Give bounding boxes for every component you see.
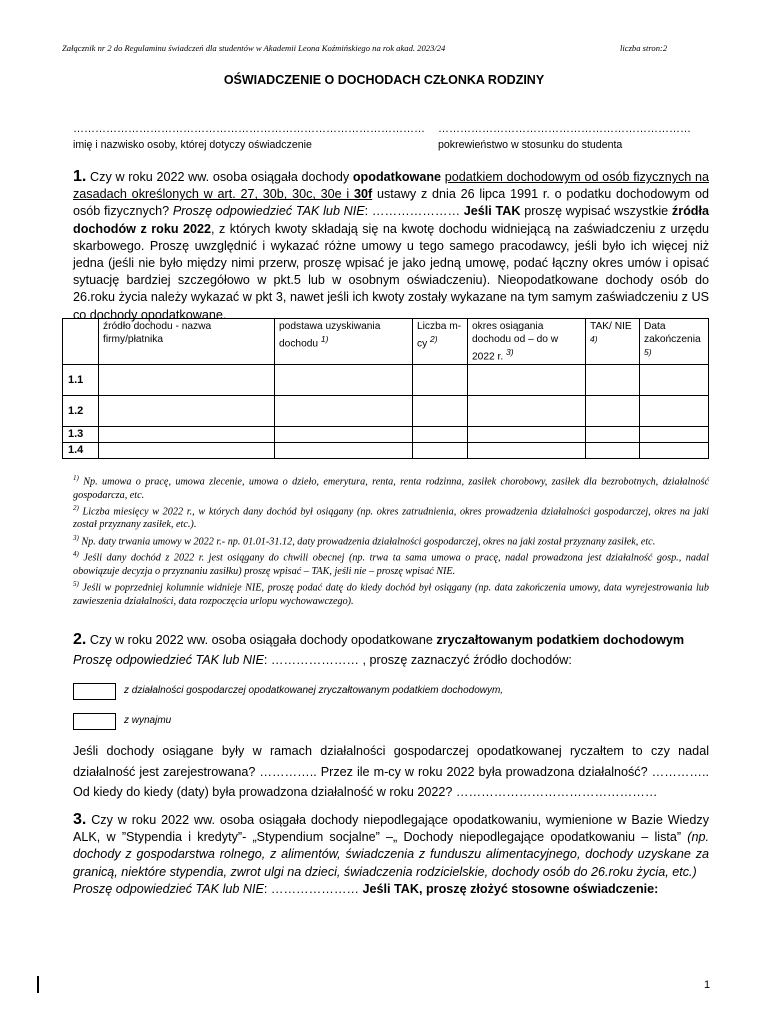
question-1-number: 1. <box>73 168 87 185</box>
table-row <box>63 365 709 396</box>
question-2-followup: Jeśli dochody osiągane były w ramach działalności gospodarczej opodatkowanej ryczałtem to czy nadal działalność jest zarejestrowana? ………….. Przez ile m-cy w roku 2022 była prowadzona działalność? ………….. Od kiedy do kiedy (daty) była prowadzona działalność w roku 2022? ………………………………………… <box>73 744 709 799</box>
footnote: $^{2)}$ Liczba miesięcy w 2022 r., w których dany dochód był osiągany (np. okres zatrudnienia, okres prowadzenia działalności gospodarczej, okres na jaki został przyznany zasiłek, etc.). <box>73 503 709 531</box>
relation-field-label: pokrewieństwo w stosunku do studenta <box>438 139 623 151</box>
table-header-cell: Liczba m-cy $^{2)}$ <box>413 319 468 365</box>
table-header-cell: źródło dochodu - nazwa firmy/płatnika <box>99 319 275 365</box>
table-cell[interactable] <box>640 443 709 459</box>
table-cell[interactable] <box>640 427 709 443</box>
business-lump-sum-checkbox[interactable] <box>73 683 116 700</box>
footnote: $^{3)}$ Np. daty trwania umowy w 2022 r.- np. 01.01-31.12, daty prowadzenia działalności gospodarczej, okres na jaki został przyznany zasiłek, etc. <box>73 533 656 547</box>
question-3-number: 3. <box>73 811 87 828</box>
table-cell[interactable] <box>275 427 413 443</box>
table-header-cell: TAK/ NIE $^{4)}$ <box>586 319 640 365</box>
table-cell[interactable] <box>413 427 468 443</box>
table-cell[interactable] <box>468 427 586 443</box>
relation-field[interactable]: …………………………………………………………… <box>438 123 691 135</box>
document-title: OŚWIADCZENIE O DOCHODACH CZŁONKA RODZINY <box>223 73 545 87</box>
table-cell[interactable] <box>413 365 468 396</box>
question-3: 3. Czy w roku 2022 ww. osoba osiągała dochody niepodlegające opodatkowaniu, wymienione w Bazie Wiedzy ALK, w ”Stypendia i kredyty”- „Stypendium socjalne” –„ Dochody niepodlegające opodatkowaniu – lista” (np. dochody z gospodarstwa rolnego, z alimentów, świadczenia z funduszu alimentacyjnego, dochody uzyskane za granicą, niektóre stypendia, zwrot ulgi na dzieci, świadczenia rodzicielskie, dochody osób do 26.roku życia, etc.) Proszę odpowiedzieć TAK lub NIE: ………………… Jeśli TAK, proszę złożyć stosowne oświadczenie: <box>73 811 709 896</box>
row-label: 1.2 <box>63 396 99 427</box>
table-row <box>63 427 709 443</box>
table-cell[interactable] <box>99 365 275 396</box>
page-number: 1 <box>704 979 711 991</box>
row-label: 1.4 <box>63 443 99 459</box>
attachment-header: Załącznik nr 2 do Regulaminu świadczeń dla studentów w Akademii Leona Koźmińskiego na rok akad. 2023/24 <box>62 43 446 53</box>
text-cursor-mark <box>37 976 39 993</box>
table-cell[interactable] <box>99 427 275 443</box>
rental-label: z wynajmu <box>124 715 172 726</box>
row-label: 1.3 <box>63 427 99 443</box>
table-cell[interactable] <box>586 396 640 427</box>
footnotes <box>73 472 709 608</box>
rental-checkbox[interactable] <box>73 713 116 730</box>
business-lump-sum-label: z działalności gospodarczej opodatkowanej zryczałtowanym podatkiem dochodowym, <box>124 685 504 696</box>
question-2: 2. Czy w roku 2022 ww. osoba osiągała dochody opodatkowane zryczałtowanym podatkiem dochodowym Proszę odpowiedzieć TAK lub NIE: ………………… , proszę zaznaczyć źródło dochodów: <box>73 631 685 667</box>
footnote: $^{4)}$ Jeśli dany dochód z 2022 r. jest osiągany do chwili obecnej (np. trwa ta sama umowa o pracę, nadal prowadzona jest działalność gosp., nadal obowiązuje decyzja o przyznaniu zasiłku) proszę wpisać – TAK, jeśli nie – proszę wpisać NIE. <box>73 550 709 577</box>
table-cell[interactable] <box>275 396 413 427</box>
row-label: 1.1 <box>63 365 99 396</box>
table-cell[interactable] <box>640 365 709 396</box>
income-sources-table <box>62 318 709 459</box>
table-cell[interactable] <box>586 365 640 396</box>
name-field-label: imię i nazwisko osoby, której dotyczy oświadczenie <box>73 139 312 151</box>
name-field[interactable]: …………………………………………………………………………………… <box>73 123 425 135</box>
table-row <box>63 443 709 459</box>
question-1: 1. Czy w roku 2022 ww. osoba osiągała dochody opodatkowane podatkiem dochodowym od osób fizycznych na zasadach określonych w art. 27, 30b, 30c, 30e i 30f ustawy z dnia 26 lipca 1991 r. o podatku dochodowym od osób fizycznych? Proszę odpowiedzieć TAK lub NIE: ………………… Jeśli TAK proszę wypisać wszystkie źródła dochodów z roku 2022, z których kwoty składają się na kwotę dochodu widniejącą na zaświadczeniu z urzędu skarbowego. Proszę uwzględnić i wykazać różne umowy u tego samego pracodawcy, jeśli było ich więcej niż jedna (jeśli nie było między nimi przerw, proszę wpisać je jako jedną umowę, podać łączny okres umów i opisać sytuację bardziej szczegółowo w pkt.5 lub w osobnym oświadczeniu). Nieopodatkowane dochody osób do 26.roku życia należy wykazać w pkt 3, nawet jeśli ich kwoty zostały wykazane na tym samym zaświadczeniu z US co dochody opodatkowane. <box>73 168 710 322</box>
table-cell[interactable] <box>99 396 275 427</box>
table-header-cell <box>63 319 99 365</box>
table-cell[interactable] <box>275 443 413 459</box>
table-header-row <box>63 319 709 365</box>
table-cell[interactable] <box>275 365 413 396</box>
table-header-cell: podstawa uzyskiwania dochodu $^{1)}$ <box>275 319 413 365</box>
table-row <box>63 396 709 427</box>
table-cell[interactable] <box>413 443 468 459</box>
footnote: $^{1)}$ Np. umowa o pracę, umowa zlecenie, umowa o dzieło, emerytura, renta, renta rodzinna, zasiłek chorobowy, zasiłek dla bezrobotnych, działalność gospodarcza, etc. <box>73 474 709 501</box>
table-cell[interactable] <box>468 396 586 427</box>
table-cell[interactable] <box>586 443 640 459</box>
table-cell[interactable] <box>468 365 586 396</box>
footnote: $^{5)}$ Jeśli w poprzedniej kolumnie widnieje NIE, proszę podać datę do kiedy dochód był osiągany (np. data zakończenia umowy, data wyrejestrowania lub zawieszenia działalności, data rozpoczęcia urlopu wychowawczego). <box>73 579 709 607</box>
question-2-number: 2. <box>73 631 87 648</box>
table-cell[interactable] <box>586 427 640 443</box>
table-cell[interactable] <box>99 443 275 459</box>
page-count-header: liczba stron:2 <box>620 43 668 53</box>
table-cell[interactable] <box>468 443 586 459</box>
table-cell[interactable] <box>640 396 709 427</box>
table-header-cell: Data zakończenia $^{5)}$ <box>640 319 709 365</box>
table-cell[interactable] <box>413 396 468 427</box>
table-header-cell: okres osiągania dochodu od – do w 2022 r. $^{3)}$ <box>468 319 586 365</box>
